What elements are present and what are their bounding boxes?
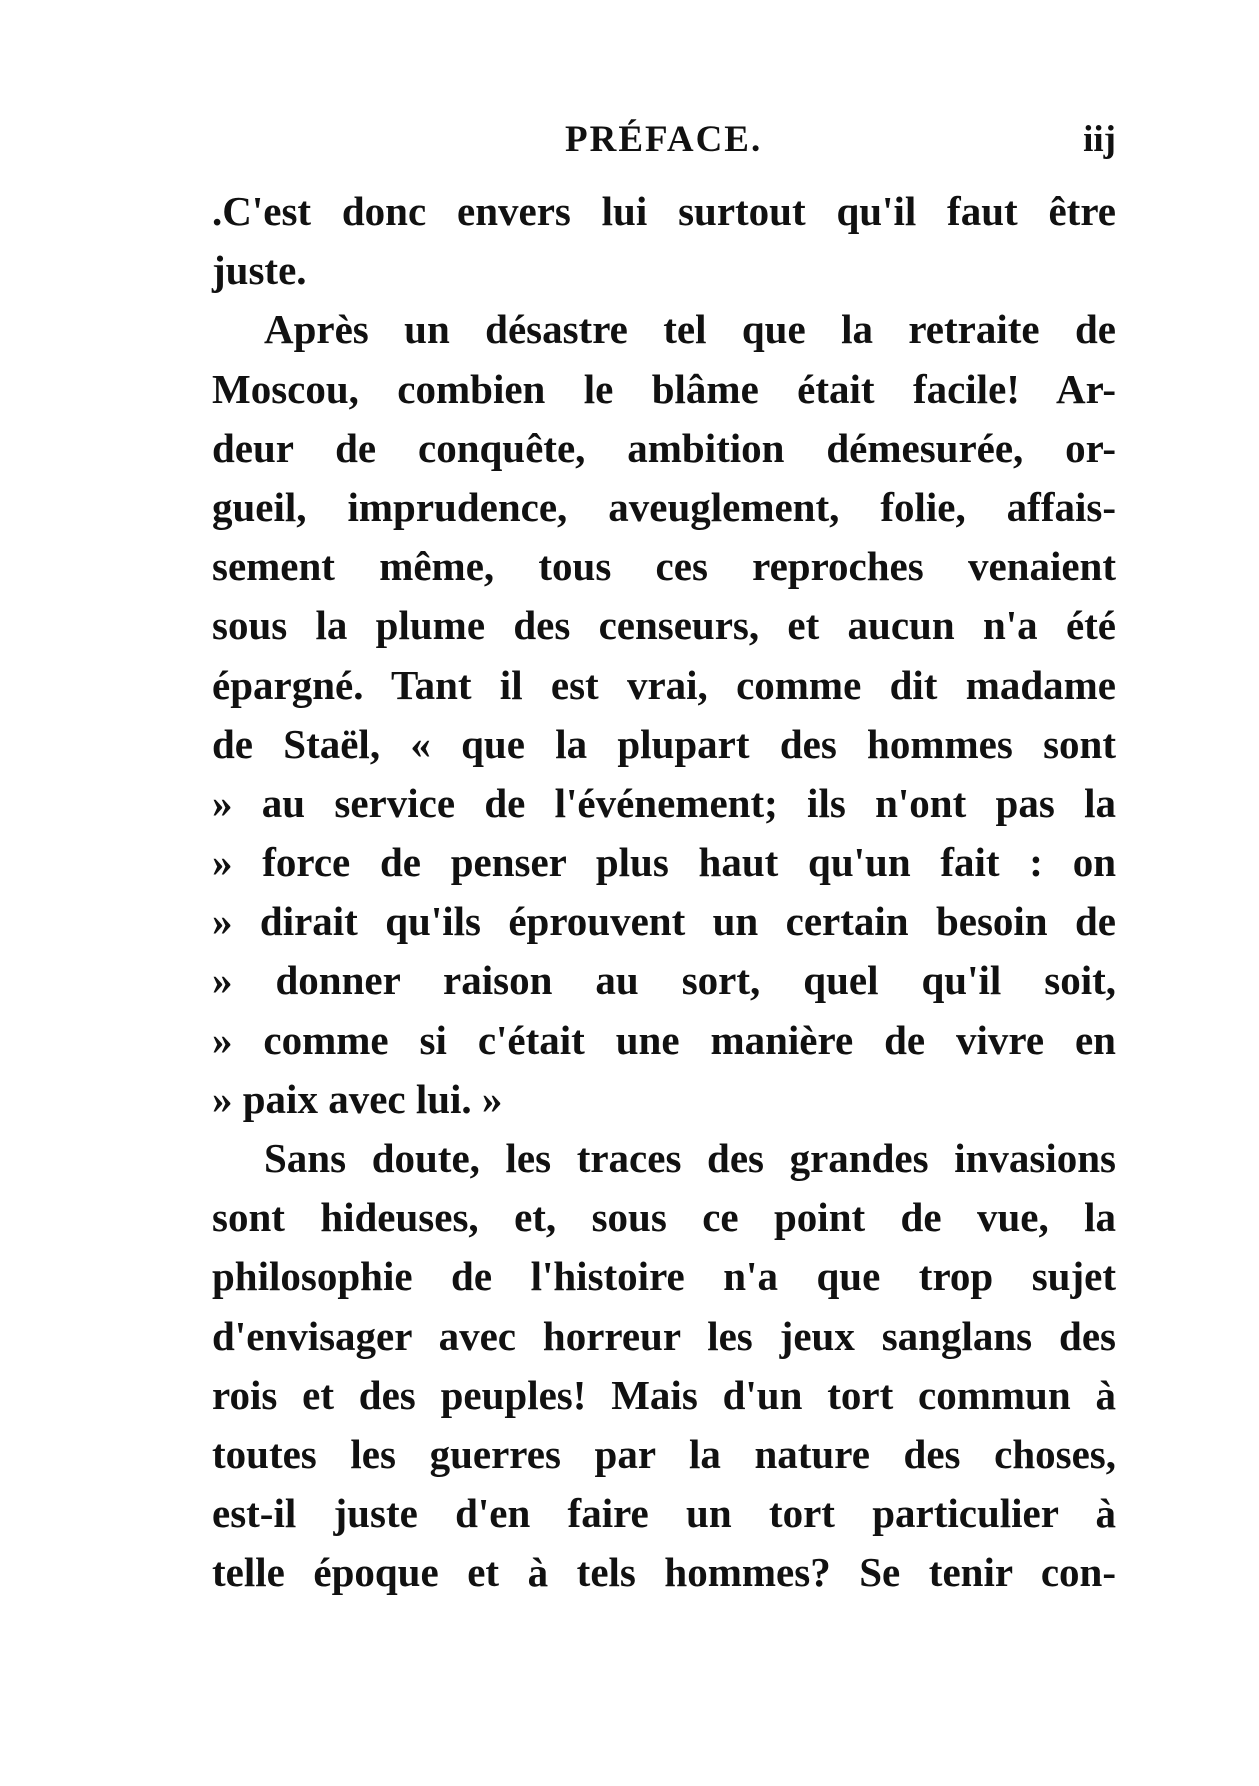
text-line: Sans doute, les traces des grandes invasions (264, 1135, 1116, 1181)
text-line: d'envisager avec horreur les jeux sanglans des (212, 1312, 1116, 1359)
running-head (210, 118, 1116, 168)
text-line: .C'est donc envers lui surtout qu'il faut être (212, 188, 1116, 234)
text-line: Après un désastre tel que la retraite de (264, 306, 1116, 353)
running-head-title: PRÉFACE. (565, 119, 763, 160)
text-line: toutes les guerres par la nature des choses, (212, 1430, 1116, 1477)
text-line: philosophie de l'histoire n'a que trop sujet (212, 1253, 1116, 1300)
text-line: » au service de l'événement; ils n'ont pas la (212, 779, 1116, 826)
text-line: » comme si c'était une manière de vivre en (212, 1016, 1116, 1063)
text-line: sont hideuses, et, sous ce point de vue, la (212, 1194, 1116, 1241)
text-line: Moscou, combien le blâme était facile! Ar- (212, 365, 1116, 412)
text-line: telle époque et à tels hommes? Se tenir con- (212, 1549, 1116, 1596)
text-line: deur de conquête, ambition démesurée, or- (212, 424, 1116, 471)
text-line: de Staël, « que la plupart des hommes sont (212, 720, 1116, 767)
text-line: gueil, imprudence, aveuglement, folie, affais- (212, 483, 1116, 530)
text-line: épargné. Tant il est vrai, comme dit madame (212, 661, 1116, 708)
text-line: juste. (212, 247, 307, 294)
body-text (212, 182, 1116, 1603)
text-line: » donner raison au sort, quel qu'il soit, (212, 957, 1116, 1004)
text-line: » force de penser plus haut qu'un fait : on (212, 839, 1116, 886)
text-line: sous la plume des censeurs, et aucun n'a été (212, 602, 1116, 649)
text-line: » dirait qu'ils éprouvent un certain besoin de (212, 898, 1116, 945)
text-line: est-il juste d'en faire un tort particulier à (212, 1490, 1116, 1537)
page-number: iij (1083, 119, 1116, 160)
text-line: sement même, tous ces reproches venaient (212, 543, 1116, 590)
text-line: » paix avec lui. » (212, 1075, 503, 1122)
text-line: rois et des peuples! Mais d'un tort commun à (212, 1371, 1116, 1418)
